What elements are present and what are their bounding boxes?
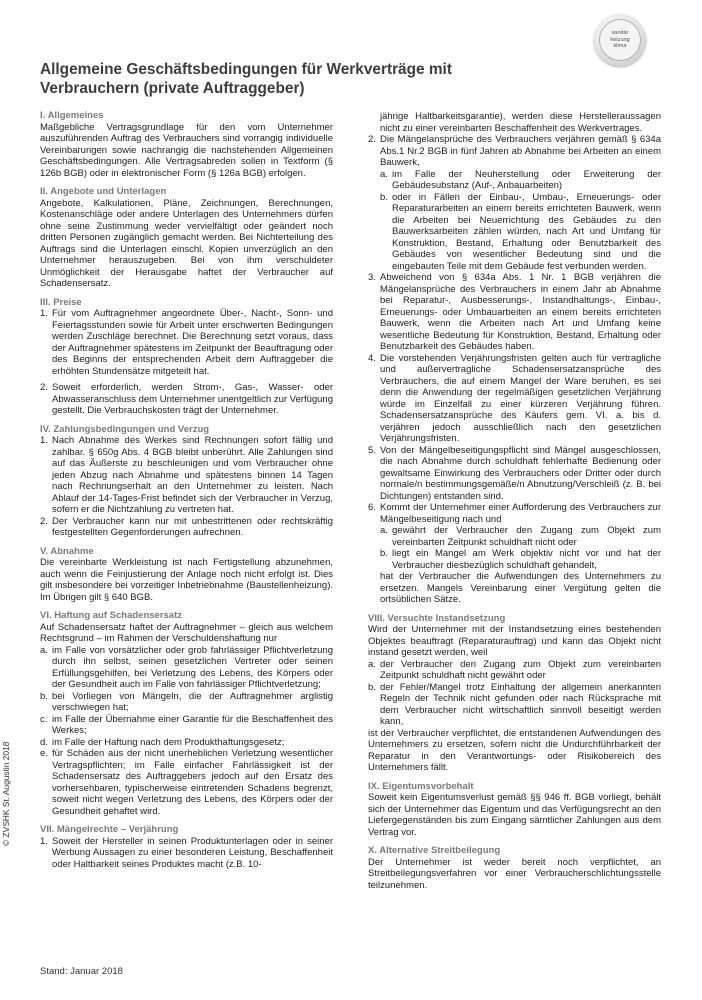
copyright-side-text [1, 740, 15, 850]
list-item [368, 134, 661, 169]
section-text: Die vereinbarte Werkleistung ist nach Fertigstellung abzunehmen, auch wenn die Feinjustierung der Anlage noch nicht erfolgt ist. Dies gilt insbesondere bei vorzeitiger Inbetriebnahme (Baustellenheizung). Im Übrigen gilt § 640 BGB. [40, 557, 333, 603]
list-marker: 5. [368, 444, 376, 456]
list-marker: 1. [40, 435, 48, 446]
list-item-text: im Falle der Übernahme einer Garantie für die Beschaffenheit des Werkes; [52, 713, 333, 736]
section-heading: VIII. Versuchte Instandsetzung [368, 612, 506, 624]
footer-date: Stand: Januar 2018 [40, 966, 123, 977]
list-marker: b. [380, 548, 388, 559]
copyright-label: © ZVSHK St. Augustin 2018 [1, 741, 11, 846]
section-heading: X. Alternative Streitbeilegung [368, 845, 501, 856]
list-marker: b. [40, 690, 48, 702]
sub-list-item [368, 682, 661, 728]
list-marker: 4. [368, 352, 376, 364]
list-item-text: im Falle der Haftung nach dem Produkthaftungsgesetz; [52, 736, 285, 748]
section-text: ist der Verbraucher verpflichtet, die entstandenen Aufwendungen des Unternehmers zu ersetzen, sofern nicht die Undurchführbarkeit der Reparatur in den Verantwortungs- oder Risikobereich des Unternehmers fällt. [368, 727, 661, 773]
list-marker: 6. [368, 502, 376, 513]
logo-line-1: sanitär [611, 30, 629, 37]
list-item-text: liegt ein Mangel am Werk objektiv nicht vor und hat der Verbraucher diesbezüglich schuldhaft gehandelt, [392, 548, 661, 571]
list-marker: a. [380, 525, 388, 536]
list-marker: c. [40, 713, 48, 725]
list-item [368, 272, 661, 353]
list-marker: 3. [368, 272, 376, 283]
section-heading: V. Abnahme [40, 545, 94, 557]
list-item [40, 435, 333, 516]
list-item [40, 691, 333, 714]
list-marker: b. [380, 191, 388, 203]
section-heading: III. Preise [40, 296, 82, 308]
list-item-text: Der Verbraucher kann nur mit unbestrittenen oder rechtskräftig festgestellten Gegenforderungen aufrechnen. [52, 515, 333, 538]
list-item-text: bei Vorliegen von Mängeln, die der Auftragnehmer arglistig verschwiegen hat; [52, 690, 333, 713]
list-item [368, 445, 661, 503]
list-item [368, 502, 661, 525]
list-item-continuation: hat der Verbraucher die Aufwendungen des Unternehmers zu ersetzen. Mangels Vereinbarung einer Vergütung gelten die ortsüblichen Sätze. [380, 571, 661, 605]
list-item-text: der Verbraucher den Zugang zum Objekt zum vereinbarten Zeitpunkt schuldhaft nicht gewährt oder [380, 658, 661, 681]
section-heading: VI. Haftung auf Schadensersatz [40, 610, 183, 621]
list-item-continuation: jährige Haltbarkeitsgarantie), werden diese Herstelleraussagen nicht zu einer vereinbarten Beschaffenheit des Werkvertrages. [380, 111, 661, 134]
sub-list-item [368, 659, 661, 682]
list-marker: 1. [40, 835, 48, 847]
list-marker: d. [40, 736, 48, 748]
list-item-text: Soweit der Hersteller in seinen Produktunterlagen oder in seiner Werbung Aussagen zu einer besonderen Leistung, Beschaffenheit oder Haltbarkeit seines Produktes macht (z.B. 10- [52, 835, 333, 870]
section-heading: IV. Zahlungsbedingungen und Verzug [40, 423, 210, 435]
list-marker: 2. [40, 515, 48, 527]
list-marker: b. [368, 681, 376, 693]
section-heading: II. Angebote und Unterlagen [40, 186, 167, 197]
sub-list-item [368, 548, 661, 571]
list-item-text: oder in Fällen der Einbau-, Umbau-, Erneuerungs- oder Reparaturarbeiten an einem bereits errichteten Bauwerk, wenn die Arbeiten bei Neuerrichtung des Gebäudes zu den Bauwerksarbeiten zählen würden, nach Art und Umfang für Konstruktion, Bestand, Erhaltung oder Benutzbarkeit des Gebäudes von wesentlicher Bedeutung sind und die eingebauten Teile mit dem Gebäude fest verbunden werden. [392, 191, 661, 272]
section-heading: I. Allgemeines [40, 110, 104, 121]
right-column [368, 111, 661, 891]
logo-line-3: klima [613, 43, 627, 50]
section-text: Auf Schadensersatz haftet der Auftragnehmer – gleich aus welchem Rechtsgrund – im Rahmen der Verschuldenshaftung nur [40, 621, 333, 644]
list-item-text: Von der Mängelbeseitigungspflicht sind Mängel ausgeschlossen, die nach Abnahme durch schuldhaft fehlerhafte Bedienung oder gewaltsame Einwirkung des Verbrauchers oder Dritter oder durch normale/n bestimmungsgemäße/n Abnutzung/Verschleiß (z. B. bei Dichtungen) entstanden sind. [380, 444, 661, 502]
list-item [40, 308, 333, 377]
sub-list-item [368, 169, 661, 192]
sub-list-item [368, 192, 661, 273]
section-text: Wird der Unternehmer mit der Instandsetzung eines bestehenden Objektes beauftragt (Reparaturauftrag) und kann das Objekt nicht instand gesetzt werden, weil [368, 624, 661, 658]
list-item-text: Die Mängelansprüche des Verbrauchers verjähren gemäß § 634a Abs.1 Nr.2 BGB in fünf Jahren ab Abnahme bei Arbeiten an einem Bauwerk, [380, 134, 661, 168]
list-item [40, 382, 333, 417]
list-marker: 2. [368, 134, 376, 145]
list-item [40, 516, 333, 539]
list-item [40, 748, 333, 817]
section-text: Soweit kein Eigentumsverlust gemäß §§ 946 ff. BGB vorliegt, behält sich der Unternehmer das Eigentum und das Verfügungsrecht an den Liefergegenständen bis zum Eingang sämtlicher Zahlungen aus dem Vertrag vor. [368, 792, 661, 838]
list-marker: a. [380, 168, 388, 180]
list-item-text: im Falle der Neuherstellung oder Erweiterung der Gebäudesubstanz (Auf-, Anbauarbeiten) [392, 168, 661, 191]
list-item [40, 714, 333, 737]
section-text: Angebote, Kalkulationen, Pläne, Zeichnungen, Berechnungen, Kostenanschläge oder andere Unterlagen des Unternehmers dürfen ohne seine Zustimmung weder vervielfältigt oder geändert noch dritten Personen zugänglich gemacht werden. Bei Nichterteilung des Auftrags sind die Unterlagen einschl. Kopien unverzüglich an den Unternehmer herauszugeben. Bei von ihm verschuldeter Unmöglichkeit der Herausgabe haftet der Verbraucher auf Schadensersatz. [40, 197, 333, 289]
list-item-text: Soweit erforderlich, werden Strom-, Gas-, Wasser- oder Abwasseranschluss dem Unternehmer unentgeltlich zur Verfügung gestellt. Die Verbrauchskosten trägt der Unternehmer. [52, 382, 333, 416]
list-item-text: Die vorstehenden Verjährungsfristen gelten auch für vertragliche und außervertragliche Schadensersatzansprüche des Verbrauchers, die auf einem Mangel der Ware beruhen, es sei denn die Anwendung der regelmäßigen gesetzlichen Verjährung würde im Einzelfall zu einer kürzeren Verjährung führen. Schadensersatzansprüche des Käufers gem. VI. a. bis d. verjähren jedoch ausschließlich nach den gesetzlichen Verjährungsfristen. [380, 352, 661, 444]
section-text: Maßgebliche Vertragsgrundlage für den vom Unternehmer auszuführenden Auftrag des Verbrauchers sind vorrangig individuelle Vereinbarungen sowie nachrangig die nachstehenden Allgemeinen Geschäftsbedingungen. Alle Vertragsabreden sollen in Textform (§ 126b BGB) oder in elektronischer Form (§ 126a BGB) erfolgen. [40, 121, 333, 179]
section-text: Der Unternehmer ist weder bereit noch verpflichtet, an Streitbeilegungsverfahren vor einer Verbraucherschlichtungsstelle teilzunehmen. [368, 856, 661, 891]
list-marker: e. [40, 748, 48, 759]
section-heading: VII. Mängelrechte – Verjährung [40, 824, 179, 835]
list-item-text: Für vom Auftragnehmer angeordnete Über-, Nacht-, Sonn- und Feiertagsstunden sowie für Arbeit unter erschwerten Bedingungen werden Zuschläge berechnet. Die Berechnung setzt voraus, dass der Auftragnehmer spätestens im Zeitpunkt der Beauftragung oder des Beginns der entsprechenden Arbeit dem Auftraggeber die erhöhten Stundensätze mitgeteilt hat. [52, 308, 333, 377]
list-item [40, 737, 333, 749]
list-item-text: für Schäden aus der nicht unerheblichen Verletzung wesentlicher Vertragspflichten; im Falle einfacher Fahrlässigkeit ist der Schadensersatz des Auftraggebers jedoch auf den Ersatz des vorhersehbaren, typischerweise eintretenden Schadens begrenzt, soweit nicht wegen Verletzung des Lebens, des Körpers oder der Gesundheit gehaftet wird. [52, 748, 333, 817]
list-marker: 2. [40, 382, 48, 393]
list-item-text: Abweichend von § 634a Abs. 1 Nr. 1 BGB verjähren die Mängelansprüche des Verbrauchers in einem Jahr ab Abnahme bei Reparatur-, Ausbesserungs-, Instandhaltungs-, Einbau-, Erneuerungs- oder Umbauarbeiten an einem bereits errichteten Bauwerk, wenn die Arbeiten nach Art und Umfang keine wesentliche Bedeutung für Konstruktion, Bestand, Erhaltung oder Benutzbarkeit des Gebäudes haben. [380, 272, 661, 352]
list-marker: a. [368, 658, 376, 670]
section-heading: IX. Eigentumsvorbehalt [368, 780, 474, 792]
list-item-text: der Fehler/Mangel trotz Einhaltung der allgemein anerkannten Regeln der Technik nicht gefunden oder nach Rücksprache mit dem Verbraucher nicht wirtschaftlich sinnvoll beseitigt werden kann, [380, 681, 661, 727]
sub-list-item [368, 525, 661, 548]
list-item-text: Kommt der Unternehmer einer Aufforderung des Verbrauchers zur Mängelbeseitigung nach und [380, 502, 661, 525]
list-item [40, 836, 333, 871]
list-marker: a. [40, 644, 48, 656]
list-item [368, 353, 661, 445]
left-column [40, 110, 333, 870]
logo-line-2: heizung [610, 36, 630, 43]
logo-emblem [599, 19, 641, 61]
list-item [40, 645, 333, 691]
document-title: Allgemeine Geschäftsbedingungen für Werkverträge mit Verbrauchern (private Auftraggeber) [40, 61, 452, 97]
company-logo [594, 14, 646, 66]
list-item-text: Nach Abnahme des Werkes sind Rechnungen sofort fällig und zahlbar. § 650g Abs. 4 BGB bleibt unberührt. Alle Zahlungen sind auf das Äußerste zu beschleunigen und vom Verbraucher ohne jeden Abzug nach Abnahme und spätestens binnen 14 Tagen nach Rechnungserhalt an den Unternehmer zu leisten. Nach Ablauf der 14-Tages-Frist befindet sich der Verbraucher in Verzug, sofern er die Nichtzahlung zu vertreten hat. [52, 435, 333, 515]
list-item-text: gewährt der Verbraucher den Zugang zum Objekt zum vereinbarten Zeitpunkt schuldhaft nicht oder [392, 525, 661, 548]
list-marker: 1. [40, 308, 48, 319]
list-item-text: im Falle von vorsätzlicher oder grob fahrlässiger Pflichtverletzung durch ihn selbst, seinen gesetzlichen Vertreter oder seinen Erfüllungsgehilfen, bei Verletzung des Lebens, des Körpers oder der Gesundheit auch im Falle von fahrlässiger Pflichtverletzung; [52, 644, 333, 690]
